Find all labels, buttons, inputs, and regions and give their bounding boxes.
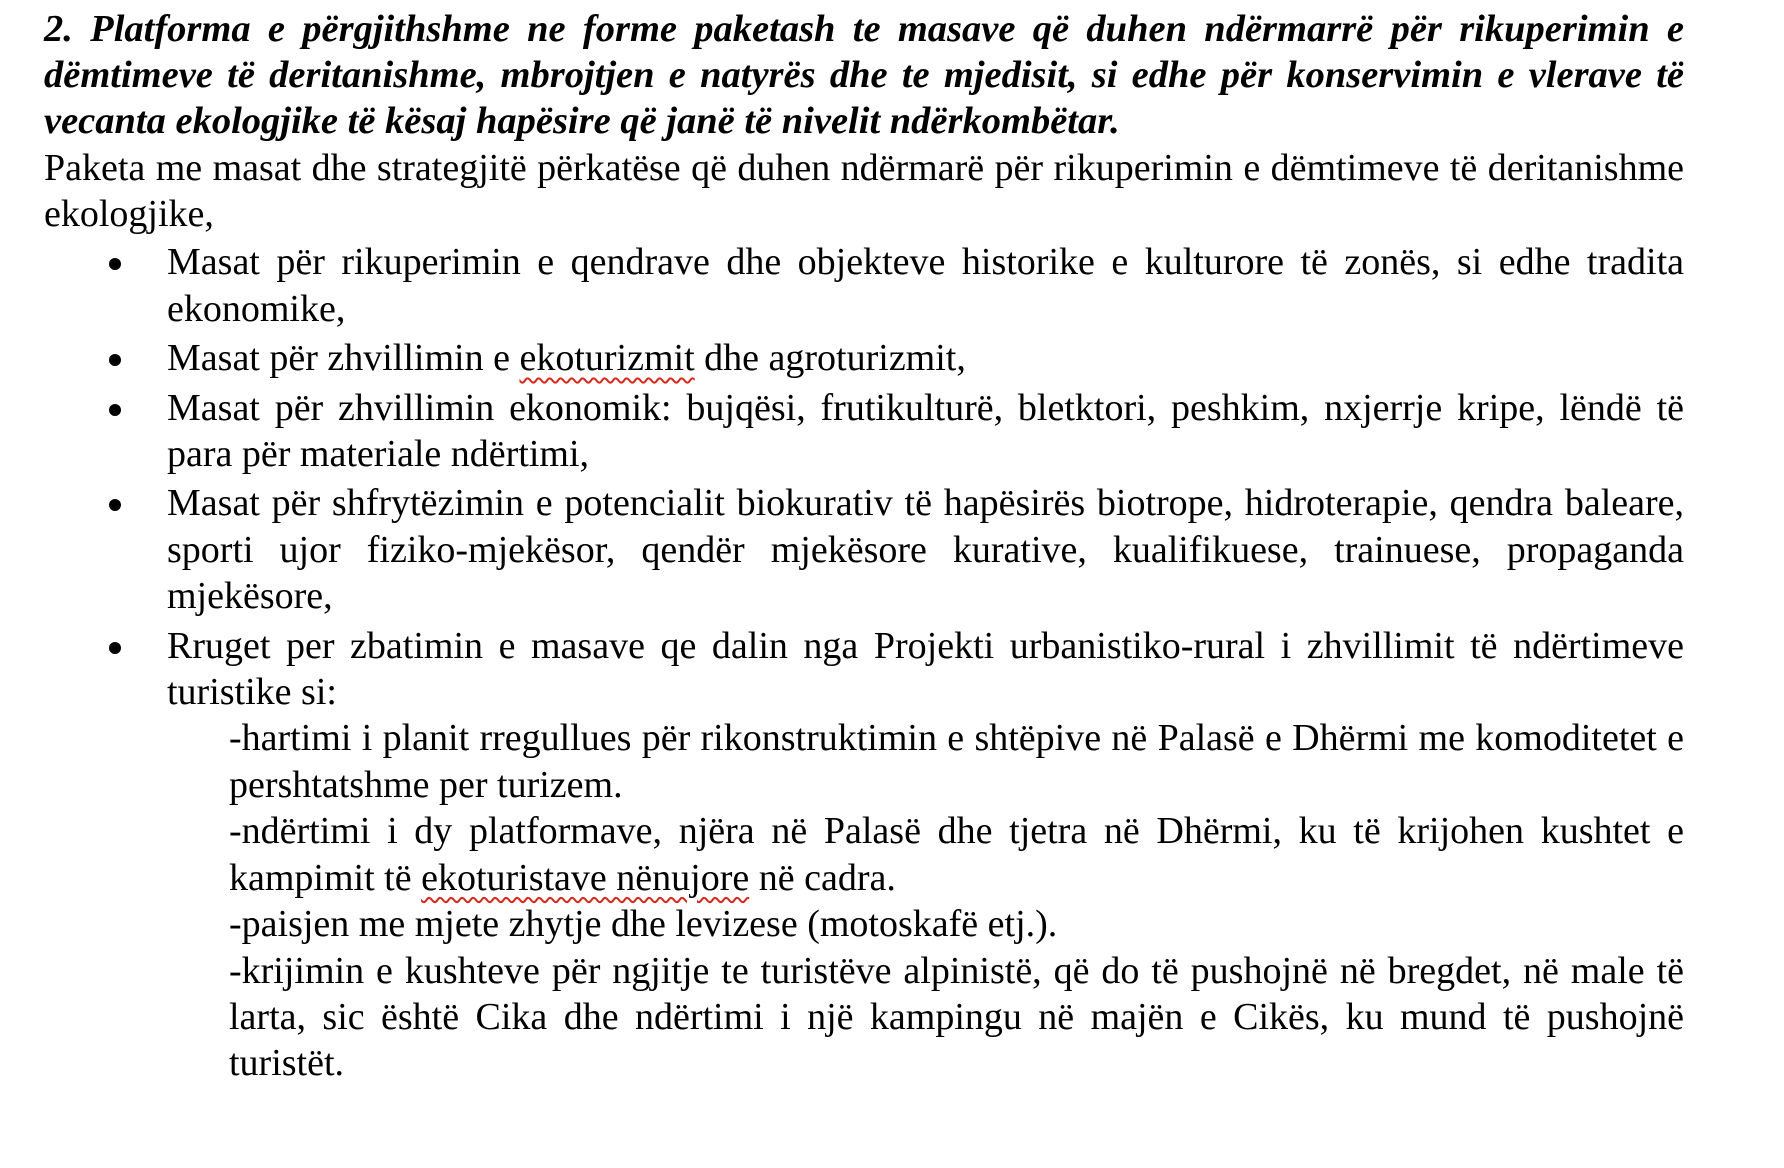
list-item: [44, 480, 1684, 619]
spellcheck-flagged-word[interactable]: ekoturizmit: [519, 337, 695, 380]
text-run: Masat për zhvillimin e: [167, 337, 520, 380]
list-item-text: Masat për shfrytëzimin e potencialit biokurativ të hapësirës biotrope, hidroterapie, qendra baleare, sporti ujor fiziko-mjekësor, qendër mjekësore kurative, kualifikuese, trainuese, propaganda mjekësore,: [167, 482, 1684, 618]
sub-item: -hartimi i planit rregullues për rikonstruktimin e shtëpive në Palasë e Dhërmi me komoditetet e pershtatshme per turizem.: [229, 717, 1684, 806]
bullet-icon: [109, 354, 121, 366]
list-item-text: Rruget per zbatimin e masave qe dalin nga Projekti urbanistiko-rural i zhvillimit të ndërtimeve turistike si:: [167, 624, 1684, 714]
text-run: -ndërtimi i dy platformave, njëra në Palasë dhe tjetra në Dhërmi, ku të krijohen kushtet e kampimit të: [229, 810, 1684, 899]
list-item: [44, 335, 1684, 381]
bullet-icon: [109, 499, 121, 511]
spellcheck-flagged-word[interactable]: ekoturistave nënujore: [421, 856, 750, 899]
list-item-text: Masat për zhvillimin ekonomik: bujqësi, frutikulturë, bletktori, peshkim, nxjerrje kripe, lëndë të para për materiale ndërtimi,: [167, 386, 1684, 476]
list-item: [44, 239, 1684, 332]
bullet-icon: [109, 642, 121, 654]
document-body: [44, 6, 1684, 1090]
section-heading: 2. Platforma e përgjithshme ne forme paketash te masave që duhen ndërmarrë për rikuperimin e dëmtimeve të deritanishme, mbrojtjen e natyrës dhe te mjedisit, si edhe për konservimin e vlerave të vecanta ekologjike të kësaj hapësire që janë të nivelit ndërkombëtar.: [44, 8, 1684, 143]
bullet-icon: [109, 258, 121, 270]
list-item-text: Masat për rikuperimin e qendrave dhe objekteve historike e kulturore të zonës, si edhe tradita ekonomike,: [167, 241, 1684, 330]
sub-item: [229, 808, 1684, 901]
list-item: [44, 385, 1684, 478]
sub-item: -krijimin e kushteve për ngjitje te turistëve alpinistë, që do të pushojnë në bregdet, në male të larta, sic është Cika dhe ndërtimi i një kampingu në majën e Cikës, ku mund të pushojnë turistët.: [229, 949, 1684, 1085]
text-run: në cadra.: [749, 856, 896, 899]
sub-item-list: [229, 715, 1684, 1086]
list-item-text: [167, 335, 1684, 381]
text-run: dhe agroturizmit,: [694, 337, 966, 380]
intro-paragraph: Paketa me masat dhe strategjitë përkatëse që duhen ndërmarë për rikuperimin e dëmtimeve të deritanishme ekologjike,: [44, 146, 1684, 236]
sub-item: -paisjen me mjete zhytje dhe levizese (motoskafë etj.).: [229, 903, 1058, 946]
bullet-list: [44, 239, 1684, 1086]
list-item: [44, 623, 1684, 1087]
bullet-icon: [109, 404, 121, 416]
